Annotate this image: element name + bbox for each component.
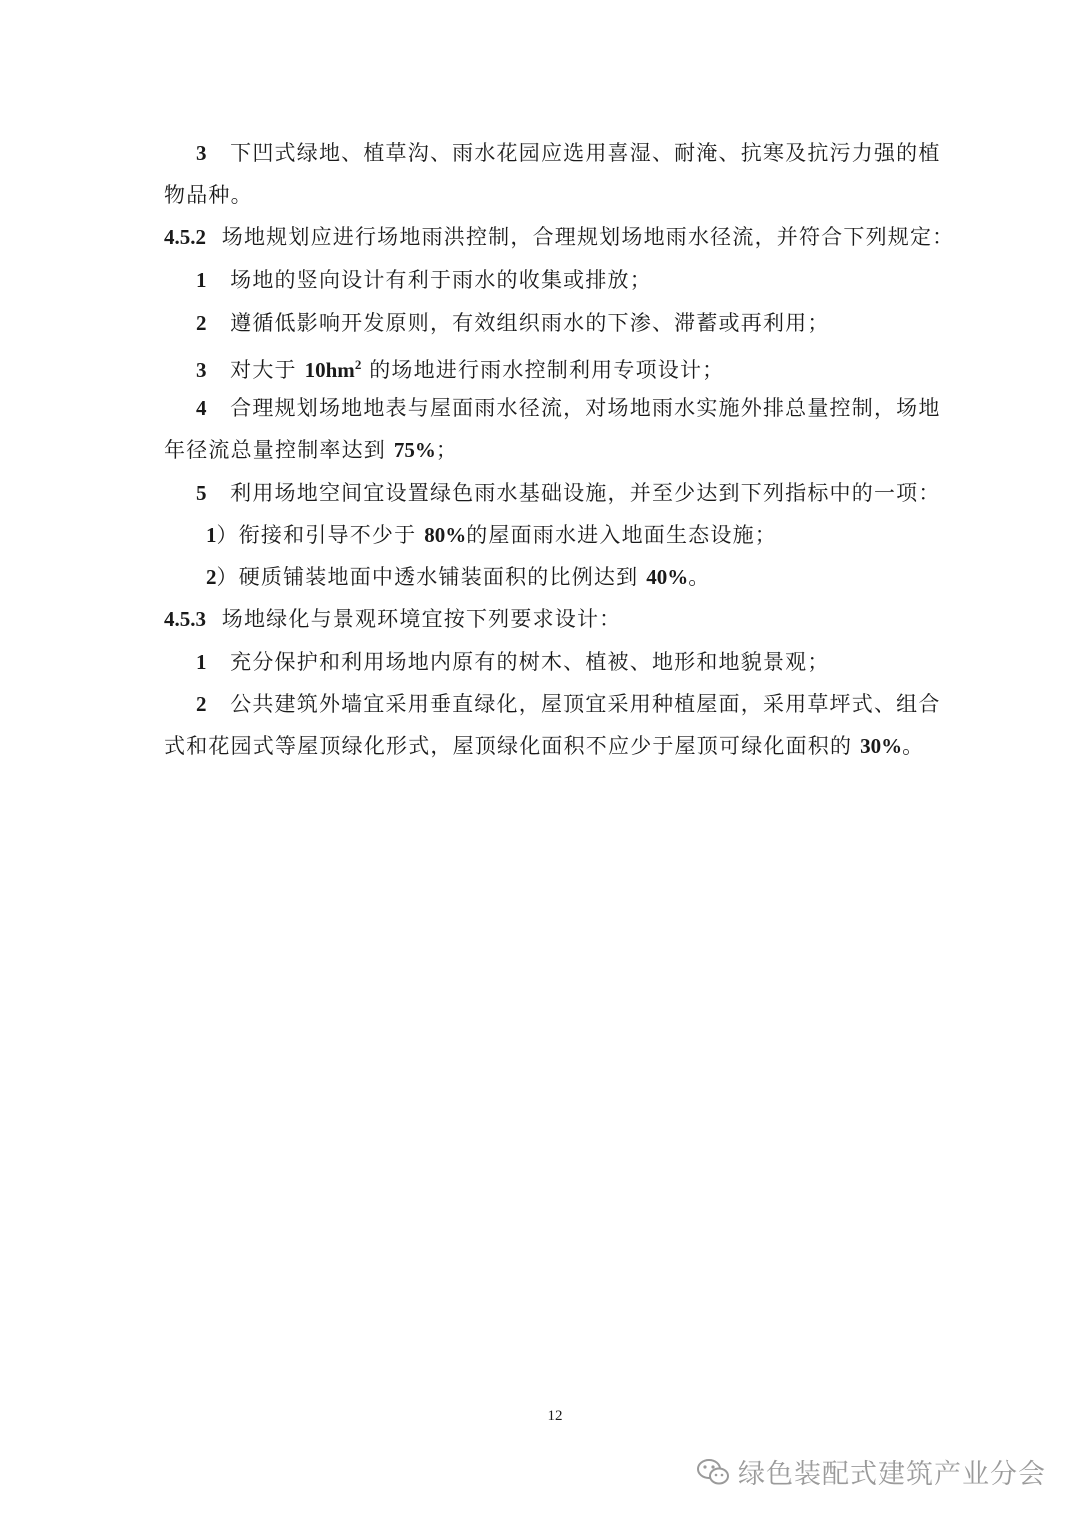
sub-item-bracket: ） — [216, 523, 239, 547]
clause-number: 4.5.3 — [164, 607, 206, 631]
rate-value: 75% — [393, 438, 436, 462]
area-exponent: 2 — [354, 357, 362, 372]
list-item-continuation — [164, 180, 253, 210]
clause-text: 场地绿化与景观环境宜按下列要求设计： — [221, 607, 622, 631]
item-text: 式和花园式等屋顶绿化形式，屋顶绿化面积不应少于屋顶可绿化面积的 — [164, 734, 861, 758]
item-text: ； — [435, 438, 459, 462]
sub-list-item — [206, 562, 710, 592]
clause-number: 4.5.2 — [164, 225, 206, 249]
list-item — [196, 350, 724, 385]
percent-value: 30% — [860, 734, 903, 758]
item-text: 物品种。 — [164, 183, 253, 207]
watermark-text: 绿色装配式建筑产业分会 — [738, 1459, 1046, 1490]
section-clause — [164, 604, 621, 634]
item-text: 。 — [688, 565, 711, 589]
item-number: 5 — [196, 481, 207, 505]
item-number: 3 — [196, 358, 207, 382]
item-text: 衔接和引导不少于 — [238, 523, 425, 547]
list-item-continuation — [164, 731, 924, 761]
item-text: 公共建筑外墙宜采用垂直绿化，屋顶宜采用种植屋面，采用草坪式、组合 — [230, 692, 941, 716]
list-item — [196, 689, 941, 719]
item-text: 。 — [902, 734, 925, 758]
area-value: 10hm — [304, 358, 355, 382]
item-number: 1 — [196, 650, 207, 674]
watermark — [696, 1452, 1046, 1491]
list-item — [196, 265, 652, 295]
percent-value: 80% — [424, 523, 467, 547]
item-text: 的场地进行雨水控制利用专项设计； — [361, 358, 725, 382]
percent-value: 40% — [646, 565, 689, 589]
item-number: 3 — [196, 141, 207, 165]
wechat-icon — [696, 1457, 730, 1487]
sub-item-number: 1 — [206, 523, 217, 547]
list-item — [196, 138, 941, 168]
list-item — [196, 393, 941, 423]
item-text: 利用场地空间宜设置绿色雨水基础设施，并至少达到下列指标中的一项： — [230, 481, 941, 505]
item-text: 充分保护和利用场地内原有的树木、植被、地形和地貌景观； — [230, 650, 830, 674]
item-text: 遵循低影响开发原则，有效组织雨水的下渗、滞蓄或再利用； — [230, 311, 830, 335]
item-number: 2 — [196, 311, 207, 335]
item-text: 对大于 — [230, 358, 305, 382]
item-text: 场地的竖向设计有利于雨水的收集或排放； — [230, 268, 652, 292]
item-text: 的屋面雨水进入地面生态设施； — [466, 523, 777, 547]
item-text: 下凹式绿地、植草沟、雨水花园应选用喜湿、耐淹、抗寒及抗污力强的植 — [230, 141, 941, 165]
list-item — [196, 647, 830, 677]
list-item — [196, 308, 830, 338]
clause-text: 场地规划应进行场地雨洪控制，合理规划场地雨水径流，并符合下列规定： — [221, 225, 955, 249]
sub-list-item — [206, 520, 777, 550]
item-number: 2 — [196, 692, 207, 716]
item-text: 年径流总量控制率达到 — [164, 438, 394, 462]
section-clause — [164, 222, 954, 252]
item-number: 4 — [196, 396, 207, 420]
item-text: 硬质铺装地面中透水铺装面积的比例达到 — [238, 565, 647, 589]
sub-item-bracket: ） — [216, 565, 239, 589]
list-item — [196, 478, 941, 508]
page-number: 12 — [547, 1408, 563, 1424]
item-number: 1 — [196, 268, 207, 292]
list-item-continuation — [164, 435, 458, 465]
item-text: 合理规划场地地表与屋面雨水径流，对场地雨水实施外排总量控制，场地 — [230, 396, 941, 420]
sub-item-number: 2 — [206, 565, 217, 589]
